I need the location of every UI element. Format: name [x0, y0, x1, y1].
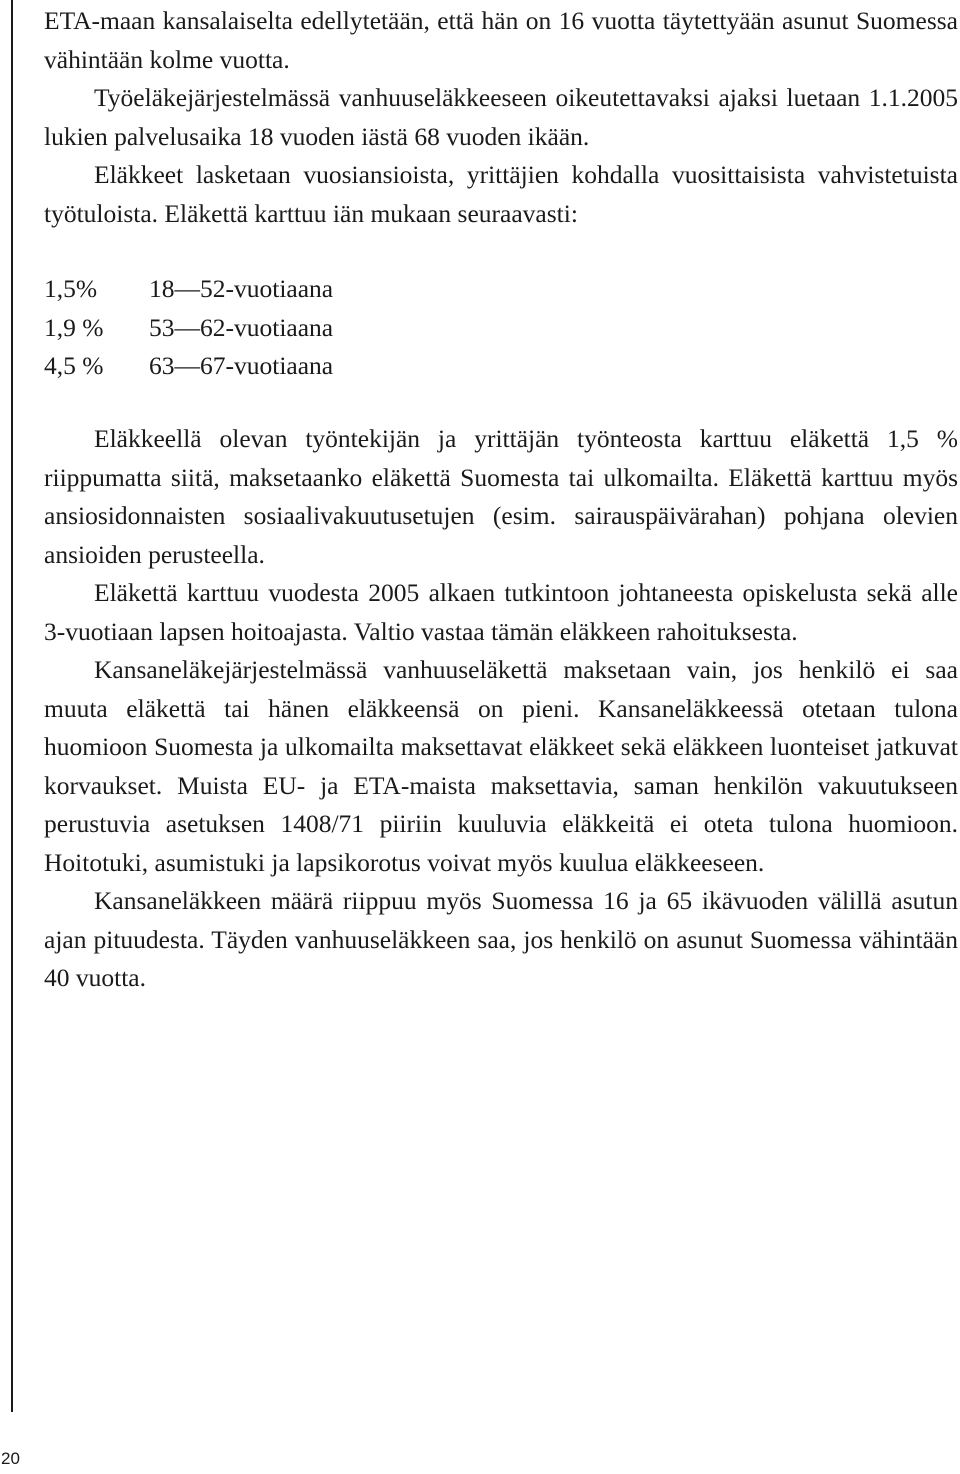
paragraph-retired-accrual: Eläkkeellä olevan työntekijän ja yrittäjän työnteosta karttuu eläkettä 1,5 % riippumatta siitä, maksetaanko eläkettä Suomesta tai ulkomailta. Eläkettä karttuu myös ansiosidonnaisten sosiaalivakuutusetujen (esim. sairauspäivärahan) pohjana olevien ansioiden perusteella.: [44, 424, 958, 569]
page-margin-rule: [11, 0, 13, 1412]
paragraph-pension-accrual: Eläkkeet lasketaan vuosiansioista, yrittäjien kohdalla vuosittaisista vahvistetuista työtuloista. Eläkettä karttuu iän mukaan seuraavasti:: [44, 160, 958, 228]
page-number: 20: [1, 1449, 20, 1468]
text-block-bottom: [44, 420, 958, 998]
paragraph-service-time: Työeläkejärjestelmässä vanhuuseläkkeeseen oikeutettavaksi ajaksi luetaan 1.1.2005 lukien palvelusaika 18 vuoden iästä 68 vuoden ikään.: [44, 83, 958, 151]
accrual-rate-ages: 63—67-vuotiaana: [149, 351, 334, 380]
accrual-rate-row: [44, 347, 333, 386]
accrual-rate-ages: 18—52-vuotiaana: [149, 274, 334, 303]
accrual-rates-list: [44, 270, 333, 386]
paragraph-eta-residency: ETA-maan kansalaiselta edellytetään, että hän on 16 vuotta täytettyään asunut Suomessa vähintään kolme vuotta.: [44, 6, 958, 74]
accrual-rate-row: [44, 270, 333, 309]
text-block-top: [44, 2, 958, 233]
paragraph-study-childcare: Eläkettä karttuu vuodesta 2005 alkaen tutkintoon johtaneesta opiskelusta sekä alle 3-vuotiaan lapsen hoitoajasta. Valtio vastaa tämän eläkkeen rahoituksesta.: [44, 578, 958, 646]
paragraph-residence-period: Kansaneläkkeen määrä riippuu myös Suomessa 16 ja 65 ikävuoden välillä asutun ajan pituudesta. Täyden vanhuuseläkkeen saa, jos henkilö on asunut Suomessa vähintään 40 vuotta.: [44, 886, 958, 992]
accrual-rate-percent: 1,9 %: [44, 312, 104, 342]
accrual-rate-ages: 53—62-vuotiaana: [149, 312, 334, 342]
accrual-rate-row: [44, 309, 333, 348]
accrual-rate-percent: 4,5 %: [44, 351, 104, 380]
accrual-rate-percent: 1,5%: [44, 274, 98, 303]
paragraph-national-pension: Kansaneläkejärjestelmässä vanhuuseläkettä maksetaan vain, jos henkilö ei saa muuta eläkettä tai hänen eläkkeensä on pieni. Kansaneläkkeessä otetaan tulona huomioon Suomesta ja ulkomailta maksettavat eläkkeet sekä eläkkeen luonteiset jatkuvat korvaukset. Muista EU- ja ETA-maista maksettavia, saman henkilön vakuutukseen perustuvia asetuksen 1408/71 piiriin kuuluvia eläkkeitä ei oteta tulona huomioon. Hoitotuki, asumistuki ja lapsikorotus voivat myös kuulua eläkkeeseen.: [44, 655, 958, 877]
